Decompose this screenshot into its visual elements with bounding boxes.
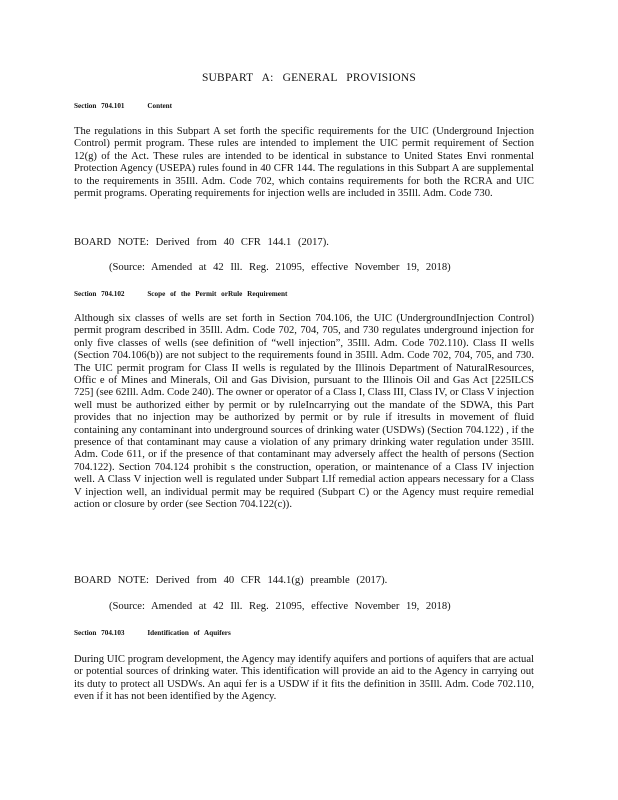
section-heading [74,629,231,637]
section-body: Although six classes of wells are set forth in Section 704.106, the UIC (UndergroundInjection Control) permit program described in 35Ill. Adm. Code 702, 704, 705, and 730 regulates underground injection for only five classes of wells (see definition of “well injection”, 35Ill. Adm. Code 702.110). Class II wells (Section 704.106(b)) are not subject to the requirements found in 35Ill. Adm. Code 702, 704, 705, and 730. The UIC permit program for Class II wells is regulated by the Illinois Department of NaturalResources, Offic e of Mines and Minerals, Oil and Gas Division, pursuant to the Illinois Oil and Gas Act [225ILCS 725] (see 62Ill. Adm. Code 240). The owner or operator of a Class I, Class III, Class IV, or Class V injection well must be authorized either by permit or by ruleIncarrying out the mandate of the SDWA, this Part provides that no injection may be authorized by permit or by rule if itresults in movement of fluid containing any contaminant into underground sources of drinking water (USDWs) (Section 704.122) , if the presence of that contaminant may cause a violation of any primary drinking water regulation under 35Ill. Adm. Code 611, or if the presence of that contaminant may adversely affect the health of persons (Section 704.122). Section 704.124 prohibit s the construction, operation, or maintenance of a Class IV injection well. A Class V injection well is regulated under Subpart I.If remedial action appears necessary for a Class V injection well, an individual permit may be required (Subpart C) or the Agency must require remedial action or closure by order (see Section 704.122(c)). [74,313,534,511]
board-note: BOARD NOTE: Derived from 40 CFR 144.1 (2017). [74,237,329,248]
section-name: Identification of Aquifers [147,629,231,637]
section-name: Content [147,102,173,110]
source-note: (Source: Amended at 42 Ill. Reg. 21095, effective November 19, 2018) [109,262,451,273]
section-heading [74,102,172,110]
section-body: The regulations in this Subpart A set forth the specific requirements for the UIC (Underground Injection Control) permit program. These rules are intended to implement the UIC permit requirement of Section 12(g) of the Act. These rules are intended to be identical in substance to United States Envi ronmental Protection Agency (USEPA) rules found in 40 CFR 144. The regulations in this Subpart A are supplemental to the requirements in 35Ill. Adm. Code 702, which contains requirements for both the RCRA and UIC permit programs. Operating requirements for injection wells are included in 35Ill. Adm. Code 730. [74,126,534,200]
section-number: Section 704.103 [74,629,125,637]
page-title: SUBPART A: GENERAL PROVISIONS [201,72,417,84]
section-name: Scope of the Permit orRule Requirement [147,290,288,298]
source-note: (Source: Amended at 42 Ill. Reg. 21095, effective November 19, 2018) [109,601,451,612]
section-number: Section 704.102 [74,290,125,298]
section-heading [74,290,287,298]
section-body: During UIC program development, the Agency may identify aquifers and portions of aquifers that are actual or potential sources of drinking water. This identification will provide an aid to the Agency in carrying out its duty to protect all USDWs. An aqui fer is a USDW if it fits the definition in 35Ill. Adm. Code 702.110, even if it has not been identified by the Agency. [74,654,534,703]
board-note: BOARD NOTE: Derived from 40 CFR 144.1(g) preamble (2017). [74,575,388,586]
section-number: Section 704.101 [74,102,125,110]
